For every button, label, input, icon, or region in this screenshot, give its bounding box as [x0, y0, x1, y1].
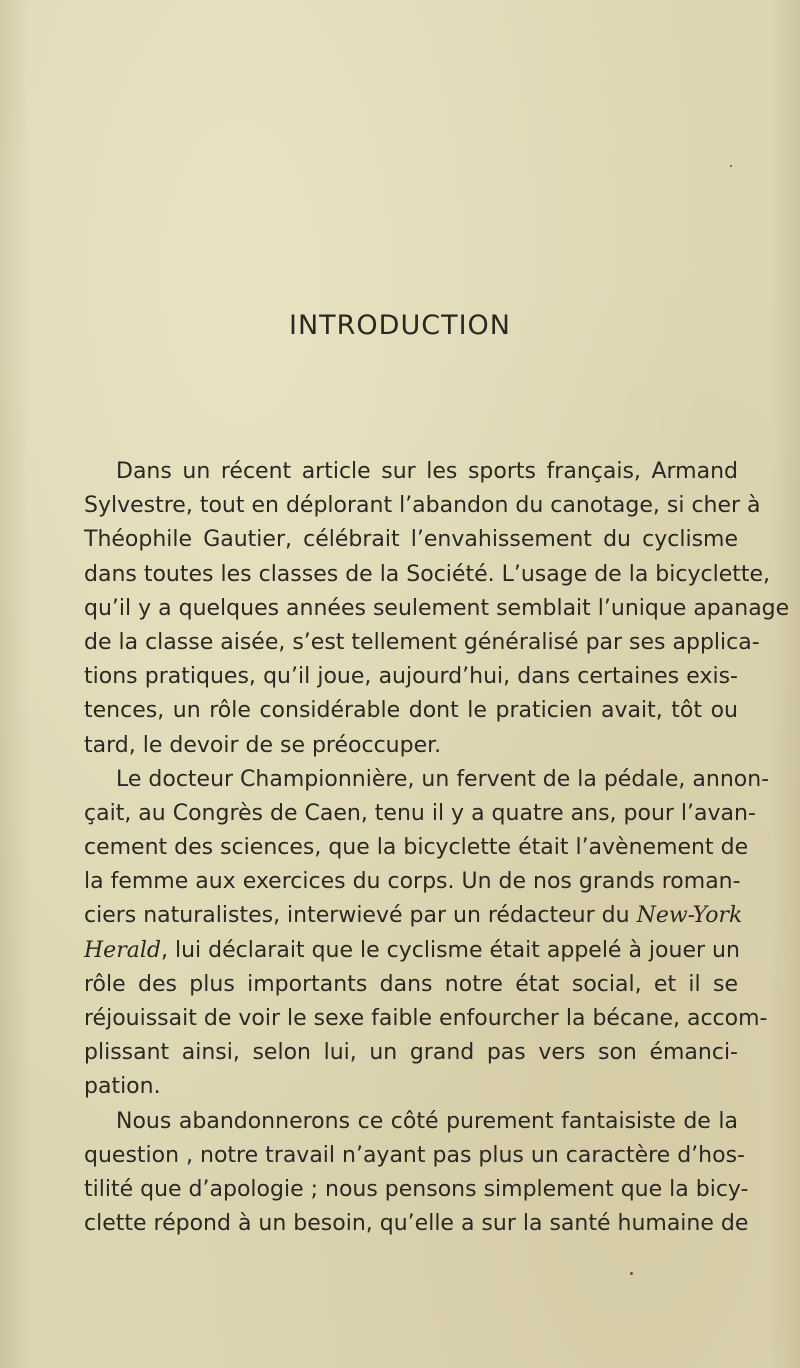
text-line [84, 558, 771, 592]
text-line [84, 968, 738, 1002]
italic-text: Herald [84, 937, 161, 963]
body-text [84, 455, 790, 1241]
text-line [84, 1139, 745, 1173]
text-line [84, 523, 738, 557]
text-line [84, 694, 738, 728]
text-line-content: tences, un rôle considérable dont le praticien avait, tôt ou [84, 698, 738, 724]
text-line [84, 934, 738, 968]
text-line-content: qu’il y a quelques années seulement semblait l’unique apanage [84, 595, 790, 621]
text-line-content: pation. [84, 1074, 161, 1100]
text-line-content: de la classe aisée, s’est tellement généralisé par ses applica- [84, 629, 760, 655]
text-line-content: ciers naturalistes, interwievé par un rédacteur du [84, 903, 637, 929]
text-line [84, 1070, 738, 1104]
text-line-content: çait, au Congrès de Caen, tenu il y a quatre ans, pour l’avan- [84, 800, 756, 826]
text-line-content: plissant ainsi, selon lui, un grand pas vers son émanci- [84, 1040, 738, 1066]
text-line [84, 660, 738, 694]
text-line [84, 763, 770, 797]
text-line [84, 1173, 749, 1207]
text-line [84, 797, 756, 831]
text-line [84, 626, 760, 660]
paper-speck [730, 165, 732, 167]
text-line-content: Théophile Gautier, célébrait l’envahissement du cyclisme [84, 527, 738, 553]
text-line [84, 865, 741, 899]
text-line-content: , lui déclarait que le cyclisme était appelé à jouer un [160, 937, 740, 963]
text-line-content: Nous abandonnerons ce côté purement fantaisiste de la [116, 1108, 738, 1134]
text-line-content: Sylvestre, tout en déplorant l’abandon du canotage, si cher à [84, 493, 761, 519]
text-line-content: la femme aux exercices du corps. Un de nos grands roman- [84, 869, 741, 895]
text-line-content: tilité que d’apologie ; nous pensons simplement que la bicy- [84, 1176, 749, 1202]
text-line-content: question , notre travail n’ayant pas plus un caractère d’hos- [84, 1142, 745, 1168]
text-line-content: Le docteur Championnière, un fervent de la pédale, annon- [116, 766, 770, 792]
text-line [84, 489, 761, 523]
text-line [84, 831, 749, 865]
text-line-content: rôle des plus importants dans notre état social, et il se [84, 971, 738, 997]
text-line-content: tions pratiques, qu’il joue, aujourd’hui, dans certaines exis- [84, 664, 738, 690]
chapter-title: INTRODUCTION [289, 310, 511, 341]
text-line [84, 729, 738, 763]
text-line [84, 1002, 768, 1036]
text-line [84, 899, 743, 933]
text-line [84, 455, 738, 489]
text-line [84, 1105, 738, 1139]
text-line-content: dans toutes les classes de la Société. L’usage de la bicyclette, [84, 561, 771, 587]
text-line-content: réjouissait de voir le sexe faible enfourcher la bécane, accom- [84, 1006, 768, 1031]
text-line [84, 1036, 738, 1070]
text-line [84, 1207, 749, 1241]
italic-text: New-York [636, 903, 743, 929]
text-line-content: clette répond à un besoin, qu’elle a sur la santé humaine de [84, 1211, 749, 1237]
paper-speck [630, 1272, 633, 1275]
text-line-content: cement des sciences, que la bicyclette était l’avènement de [84, 835, 749, 861]
text-line [84, 592, 790, 626]
text-line-content: tard, le devoir de se préoccuper. [84, 732, 442, 758]
text-line-content: Dans un récent article sur les sports français, Armand [116, 459, 738, 484]
